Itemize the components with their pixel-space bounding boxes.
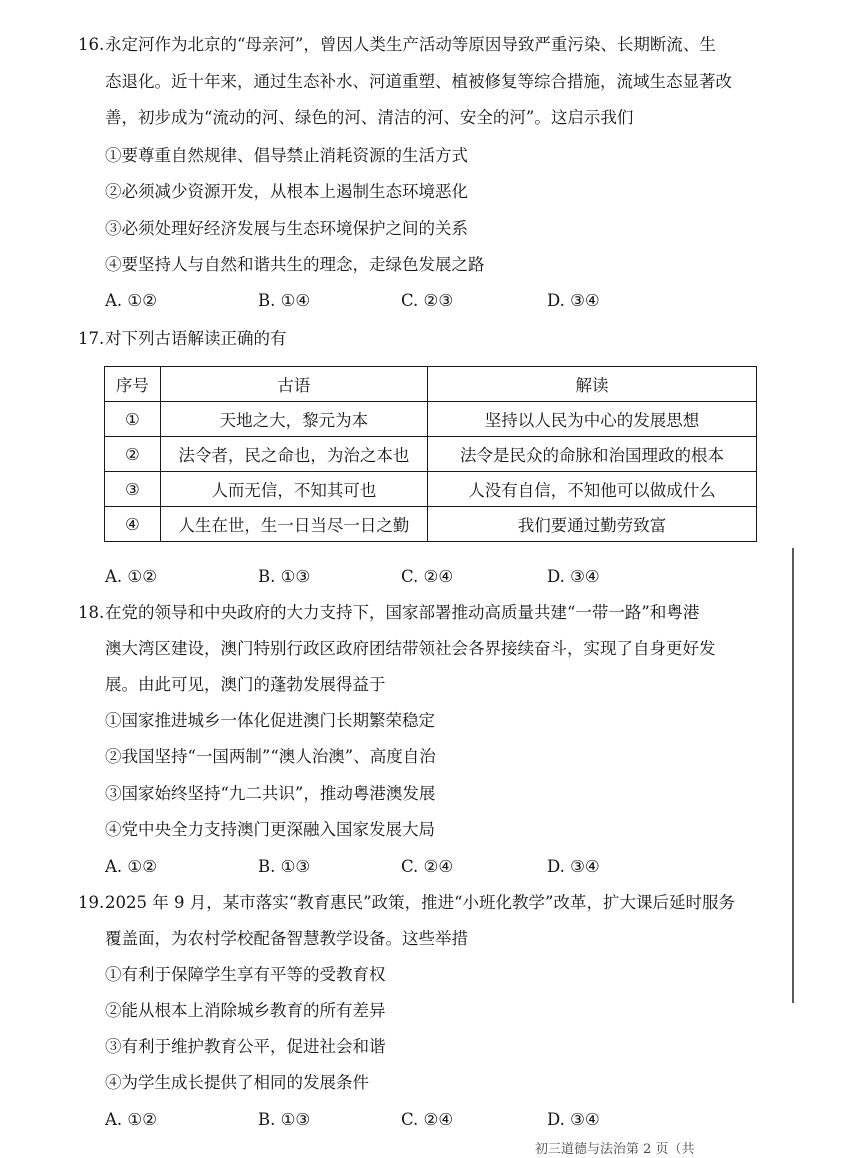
question-stem-line: 态退化。近十年来，通过生态补水、河道重塑、植被修复等综合措施，流域生态显著改 <box>105 72 732 91</box>
option-b: B. ①③ <box>258 567 311 586</box>
answer-options <box>105 855 665 879</box>
table-row <box>105 507 757 542</box>
question-number: 17. <box>78 329 105 348</box>
question-stem-line: 展。由此可见，澳门的蓬勃发展得益于 <box>105 675 386 694</box>
option-b: B. ①③ <box>258 1110 311 1129</box>
option-c: C. ②③ <box>401 291 454 310</box>
table-cell: 人没有自信，不知他可以做成什么 <box>428 472 757 507</box>
statement: ③必须处理好经济发展与生态环境保护之间的关系 <box>105 219 468 238</box>
statement: ①要尊重自然规律、倡导禁止消耗资源的生活方式 <box>105 146 468 165</box>
option-c: C. ②④ <box>401 857 454 876</box>
statement: ①有利于保障学生享有平等的受教育权 <box>105 965 386 984</box>
option-a: A. ①② <box>105 291 157 310</box>
statement: ④党中央全力支持澳门更深融入国家发展大局 <box>105 820 435 839</box>
question-stem-line: 2025 年 9 月，某市落实“教育惠民”政策，推进“小班化教学”改革，扩大课后延时服务 <box>105 893 735 912</box>
option-d: D. ③④ <box>547 291 600 310</box>
answer-options <box>105 289 665 313</box>
table-cell: 我们要通过勤劳致富 <box>428 507 757 542</box>
table-cell: 人生在世，生一日当尽一日之勤 <box>160 507 427 542</box>
option-d: D. ③④ <box>547 857 600 876</box>
table-cell: 法令者，民之命也，为治之本也 <box>160 437 427 472</box>
table-header-row <box>105 367 757 402</box>
table-cell: 法令是民众的命脉和治国理政的根本 <box>428 437 757 472</box>
table-cell: 人而无信，不知其可也 <box>160 472 427 507</box>
page-footer: 初三道德与法治第 2 页（共 <box>535 1142 695 1157</box>
option-a: A. ①② <box>105 857 157 876</box>
option-a: A. ①② <box>105 1110 157 1129</box>
statement: ④为学生成长提供了相同的发展条件 <box>105 1073 369 1092</box>
statement: ③国家始终坚持“九二共识”，推动粤港澳发展 <box>105 784 436 803</box>
option-c: C. ②④ <box>401 1110 454 1129</box>
statement: ①国家推进城乡一体化促进澳门长期繁荣稳定 <box>105 711 435 730</box>
table-cell: ③ <box>105 472 161 507</box>
header-cell-number: 序号 <box>105 367 161 402</box>
statement: ②必须减少资源开发，从根本上遏制生态环境恶化 <box>105 182 468 201</box>
option-b: B. ①③ <box>258 857 311 876</box>
question-stem-line: 对下列古语解读正确的有 <box>105 329 287 348</box>
question-stem-line: 覆盖面，为农村学校配备智慧教学设备。这些举措 <box>105 929 468 948</box>
question-stem-line: 善，初步成为“流动的河、绿色的河、清洁的河、安全的河”。这启示我们 <box>105 108 634 127</box>
question-number: 18. <box>78 603 105 622</box>
table-cell: ① <box>105 402 161 437</box>
option-d: D. ③④ <box>547 1110 600 1129</box>
table-row <box>105 437 757 472</box>
question-stem-line: 澳大湾区建设，澳门特别行政区政府团结带领社会各界接续奋斗，实现了自身更好发 <box>105 639 716 658</box>
header-cell-saying: 古语 <box>160 367 427 402</box>
statement: ②我国坚持“一国两制”“澳人治澳”、高度自治 <box>105 747 436 766</box>
answer-options <box>105 565 665 589</box>
option-d: D. ③④ <box>547 567 600 586</box>
option-b: B. ①④ <box>258 291 311 310</box>
question-number: 19. <box>78 893 105 912</box>
question-stem-line: 永定河作为北京的“母亲河”，曾因人类生产活动等原因导致严重污染、长期断流、生 <box>105 35 716 54</box>
statement: ②能从根本上消除城乡教育的所有差异 <box>105 1001 386 1020</box>
statement: ③有利于维护教育公平，促进社会和谐 <box>105 1037 386 1056</box>
table-row <box>105 472 757 507</box>
ancient-sayings-table <box>104 366 757 542</box>
answer-options <box>105 1108 665 1132</box>
table-row <box>105 402 757 437</box>
question-stem-line: 在党的领导和中央政府的大力支持下，国家部署推动高质量共建“一带一路”和粤港 <box>105 603 700 622</box>
table-cell: 坚持以人民为中心的发展思想 <box>428 402 757 437</box>
margin-divider-line <box>792 548 794 1003</box>
option-a: A. ①② <box>105 567 157 586</box>
table-cell: ② <box>105 437 161 472</box>
table-cell: 天地之大，黎元为本 <box>160 402 427 437</box>
header-cell-interpretation: 解读 <box>428 367 757 402</box>
option-c: C. ②④ <box>401 567 454 586</box>
question-number: 16. <box>78 35 105 54</box>
statement: ④要坚持人与自然和谐共生的理念，走绿色发展之路 <box>105 255 485 274</box>
table-cell: ④ <box>105 507 161 542</box>
